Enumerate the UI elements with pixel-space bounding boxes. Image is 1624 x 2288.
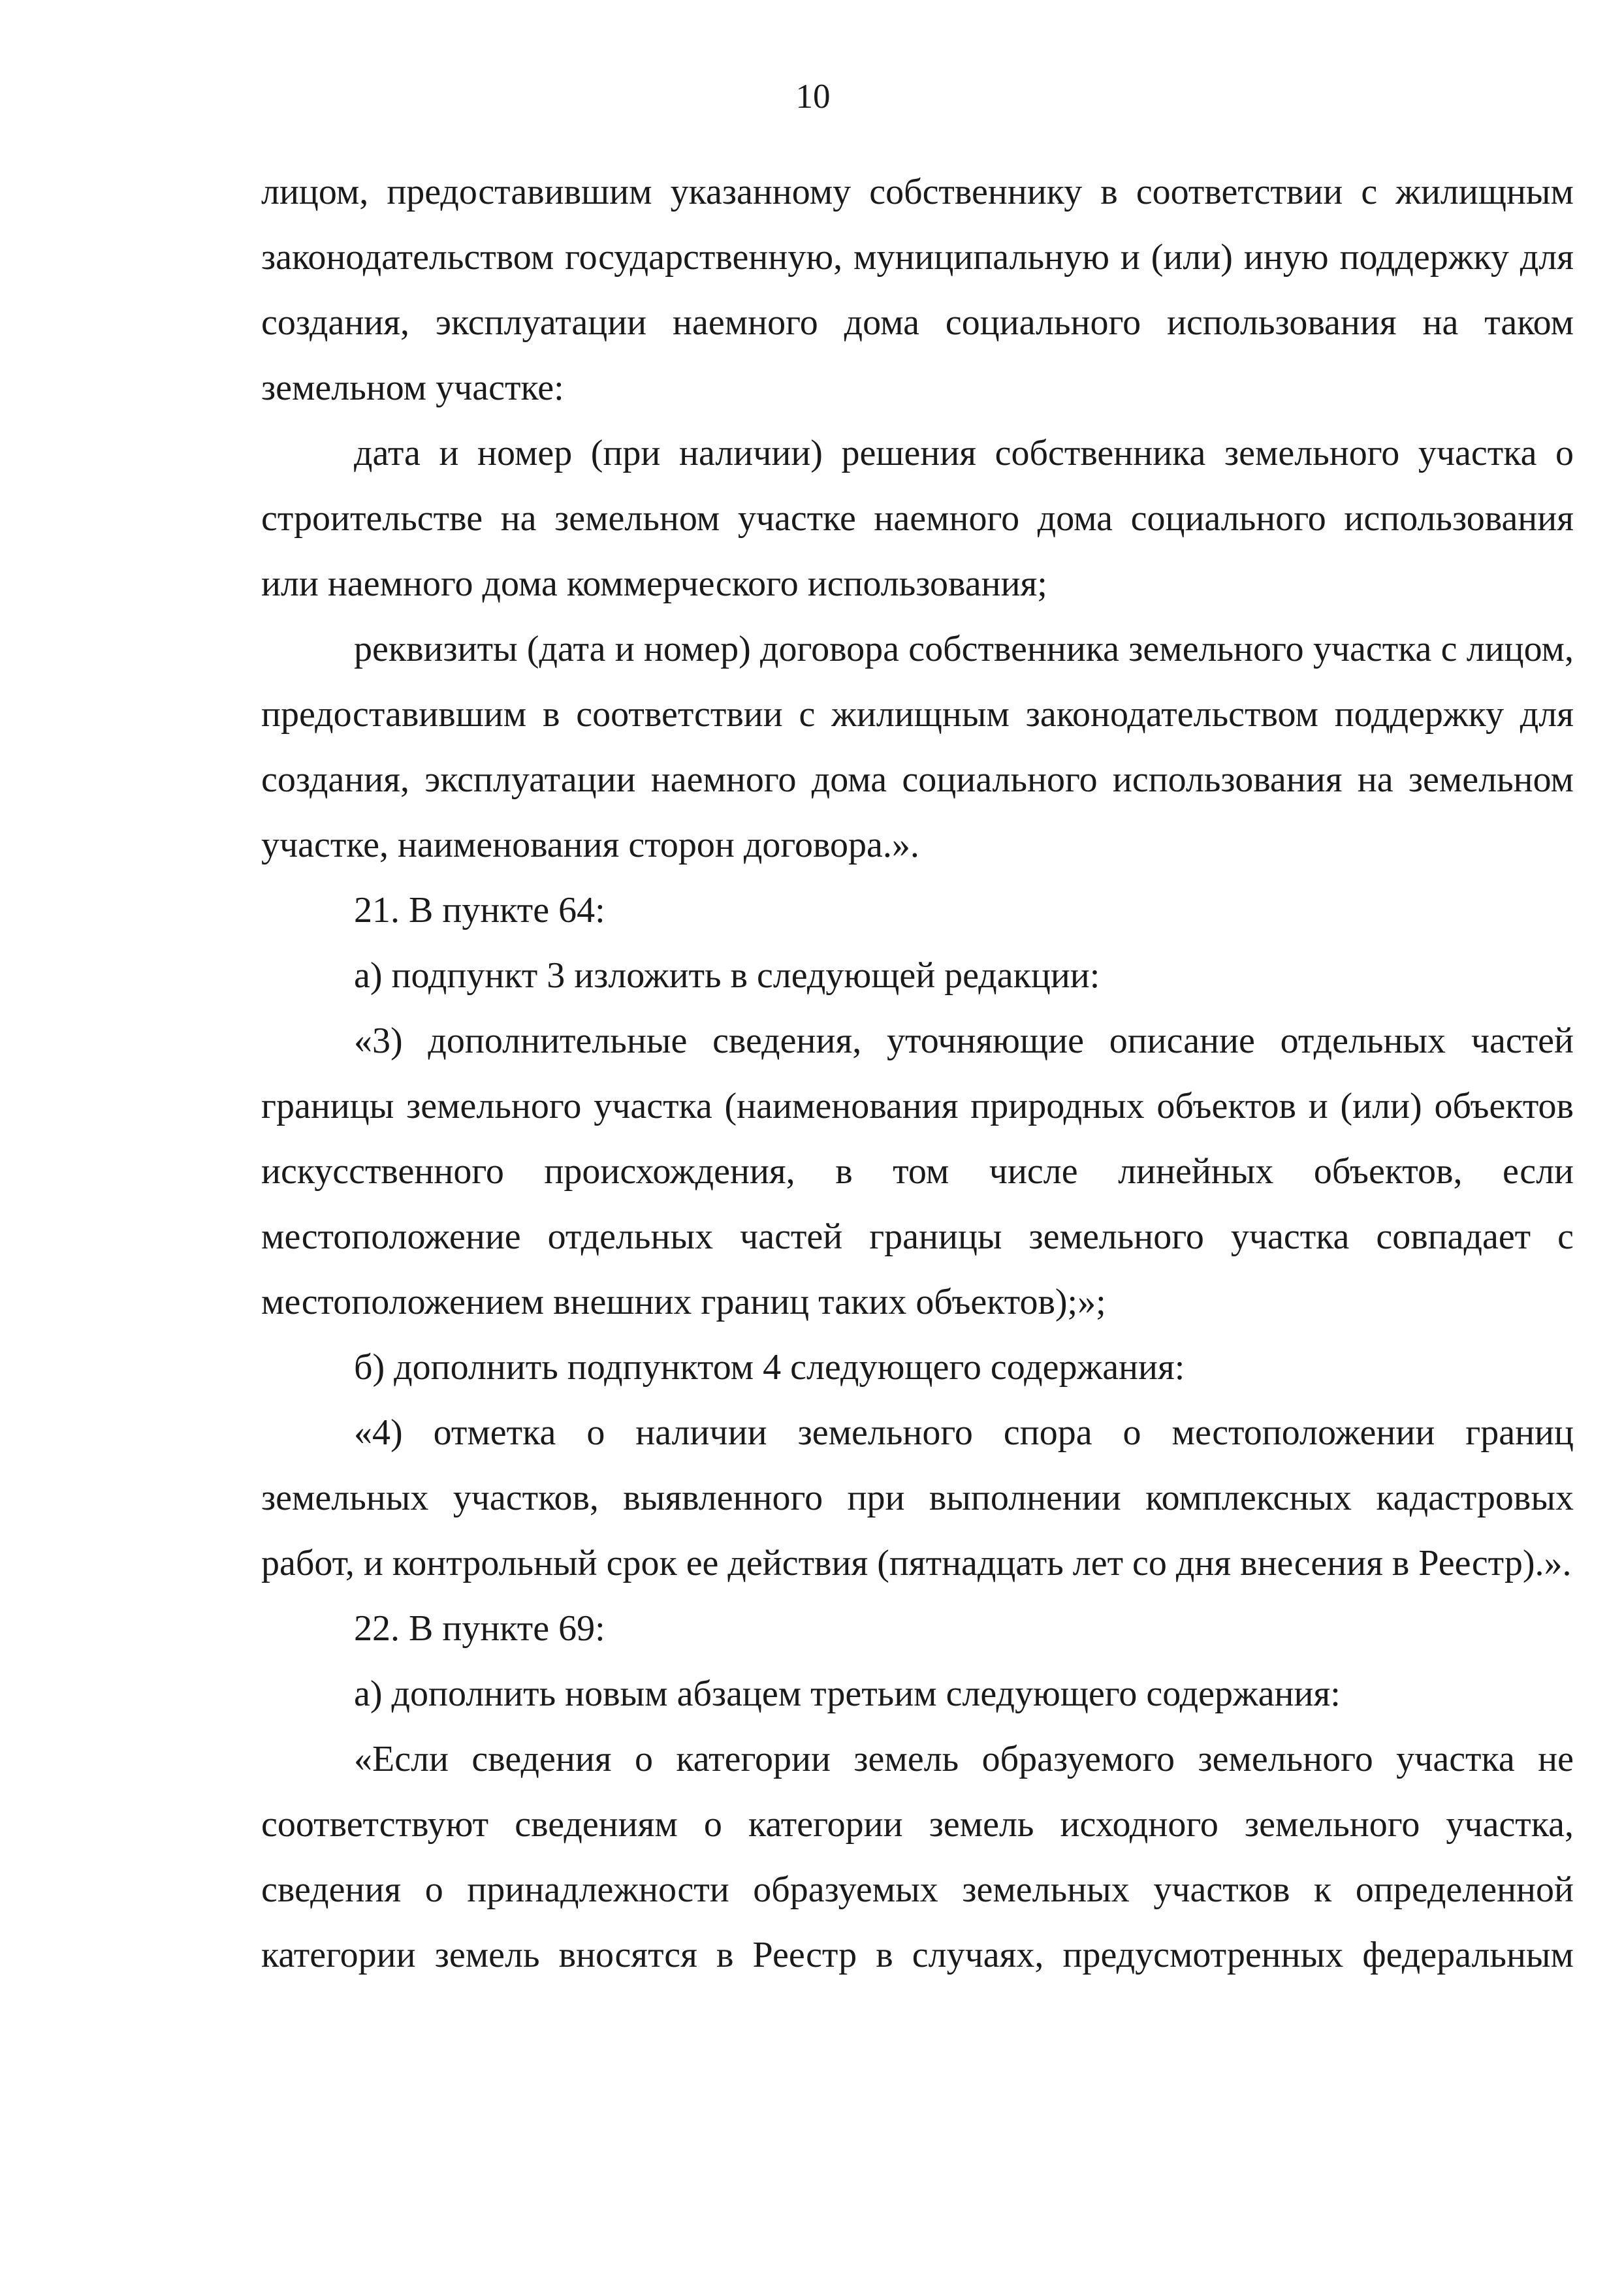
paragraph-contract-details: реквизиты (дата и номер) договора собственника земельного участка с лицом, предоставившим в соответствии с жилищным законодательством поддержку для создания, эксплуатации наемного дома социального использования на земельном участке, наименования сторон договора.». [261,629,1574,865]
document-body [261,159,1574,1988]
paragraph-quote-3: «3) дополнительные сведения, уточняющие описание отдельных частей границы земельного участка (наименования природных объектов и (или) объектов искусственного происхождения, в том числе линейных объектов, если местоположение отдельных частей границы земельного участка совпадает с местоположением внешних границ таких объектов);»; [261,1021,1574,1322]
paragraph-continuation: лицом, предоставившим указанному собственнику в соответствии с жилищным законодательством государственную, муниципальную и (или) иную поддержку для создания, эксплуатации наемного дома социального использования на таком земельном участке: [261,172,1574,408]
paragraph-decision-date: дата и номер (при наличии) решения собственника земельного участка о строительстве на земельном участке наемного дома социального использования или наемного дома коммерческого использования; [261,433,1574,604]
paragraph-subitem-b-21: б) дополнить подпунктом 4 следующего содержания: [354,1347,1185,1388]
paragraph-quote-category: «Если сведения о категории земель образуемого земельного участка не соответствуют сведениям о категории земель исходного земельного участка, сведения о принадлежности образуемых земельных участков к определенной категории земель вносятся в Реестр в случаях, предусмотренных федеральным [261,1739,1574,1975]
paragraph-item-21: 21. В пункте 64: [354,890,605,930]
page-number: 10 [795,78,831,116]
paragraph-item-22: 22. В пункте 69: [354,1608,605,1649]
paragraph-quote-4: «4) отметка о наличии земельного спора о местоположении границ земельных участков, выявленного при выполнении комплексных кадастровых работ, и контрольный срок ее действия (пятнадцать лет со дня внесения в Реестр).». [261,1412,1574,1583]
paragraph-subitem-a-21: а) подпункт 3 изложить в следующей редакции: [354,955,1100,996]
paragraph-subitem-a-22: а) дополнить новым абзацем третьим следующего содержания: [354,1674,1341,1714]
